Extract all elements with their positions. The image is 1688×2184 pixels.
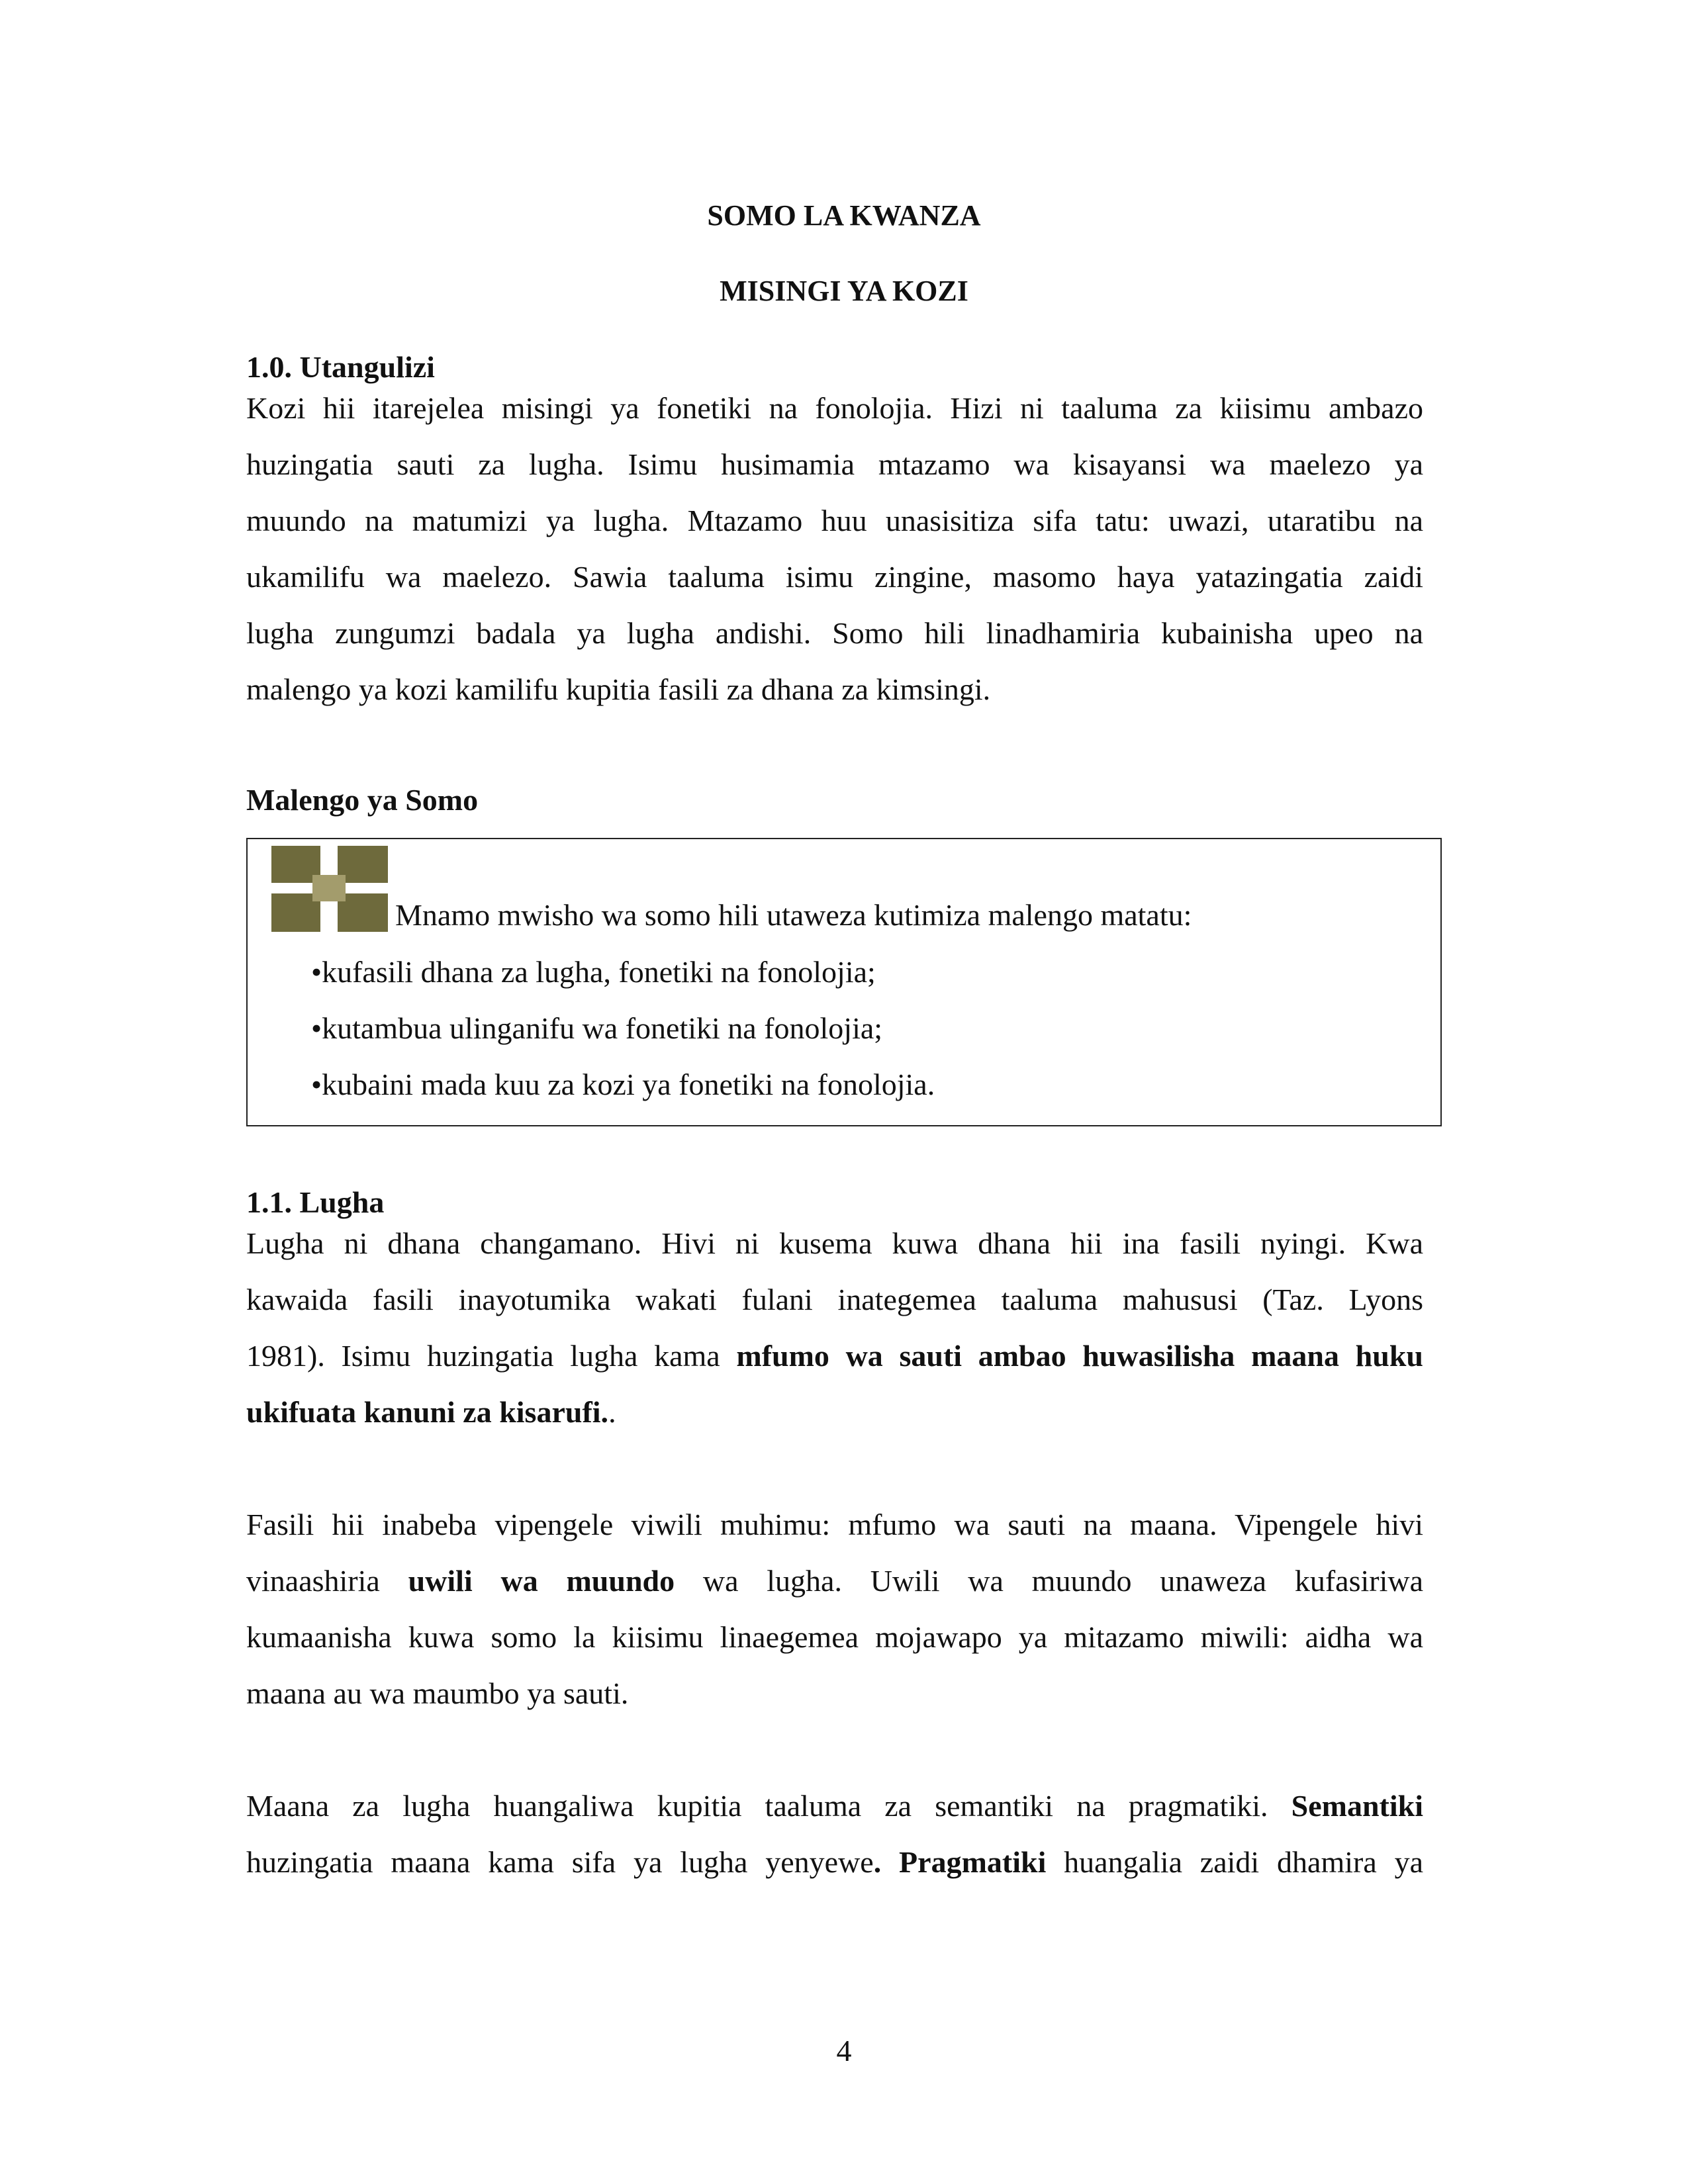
bold-term: . Pragmatiki [873,1845,1047,1879]
intro-line: ukamilifu wa maelezo. Sawia taaluma isimu zingine, masomo haya yatazingatia zaidi [246,560,1423,594]
page-subtitle: MISINGI YA KOZI [720,275,968,307]
intro-heading: 1.0. Utangulizi [246,350,435,384]
objectives-intro: Mnamo mwisho wa somo hili utaweza kutimiza malengo matatu: [395,898,1192,932]
intro-line: Kozi hii itarejelea misingi ya fonetiki na fonolojia. Hizi ni taaluma za kiisimu ambazo [246,391,1423,425]
paragraph-line: Lugha ni dhana changamano. Hivi ni kusema kuwa dhana hii ina fasili nyingi. Kwa [246,1226,1423,1260]
intro-line: muundo na matumizi ya lugha. Mtazamo huu unasisitiza sifa tatu: uwazi, utaratibu na [246,504,1423,537]
bold-definition: ukifuata kanuni za kisarufi. [246,1395,609,1429]
intro-line: huzingatia sauti za lugha. Isimu husimamia mtazamo wa kisayansi wa maelezo ya [246,447,1423,481]
plain-text: Maana za lugha huangaliwa kupitia taaluma za semantiki na pragmatiki. [246,1789,1291,1823]
intro-paragraph [246,380,1423,717]
bold-term: uwili wa muundo [408,1564,675,1598]
page-number: 4 [836,2034,852,2068]
plain-text: wa lugha. Uwili wa muundo unaweza kufasiriwa [675,1564,1424,1598]
intro-line: lugha zungumzi badala ya lugha andishi. Somo hili linadhamiria kubainisha upeo na [246,616,1423,650]
objective-item: •kutambua ulinganifu wa fonetiki na fonolojia; [311,1011,883,1045]
plain-text: huangalia zaidi dhamira ya [1046,1845,1423,1879]
plain-text: vinaashiria [246,1564,408,1598]
intro-line: malengo ya kozi kamilifu kupitia fasili za dhana za kimsingi. [246,672,991,706]
lugha-paragraph-3 [246,1778,1423,1890]
paragraph-line [246,1778,1423,1834]
paragraph-line: kawaida fasili inayotumika wakati fulani inategemea taaluma mahususi (Taz. Lyons [246,1283,1423,1316]
plain-text: . [608,1395,616,1429]
objective-item: •kufasili dhana za lugha, fonetiki na fonolojia; [311,955,876,989]
paragraph-line [246,1553,1423,1609]
paragraph-line [246,1384,1423,1440]
bold-definition: mfumo wa sauti ambao huwasilisha maana huku [736,1339,1423,1373]
page-title: SOMO LA KWANZA [707,199,981,232]
paragraph-line: Fasili hii inabeba vipengele viwili muhimu: mfumo wa sauti na maana. Vipengele hivi [246,1508,1423,1541]
objectives-icon [271,846,388,932]
plain-text: 1981). Isimu huzingatia lugha kama [246,1339,737,1373]
objectives-heading: Malengo ya Somo [246,783,479,817]
paragraph-line [246,1834,1423,1890]
paragraph-line [246,1328,1423,1384]
lugha-heading: 1.1. Lugha [246,1185,385,1219]
paragraph-line: maana au wa maumbo ya sauti. [246,1676,629,1710]
plain-text: huzingatia maana kama sifa ya lugha yenyewe [246,1845,874,1879]
objective-item: •kubaini mada kuu za kozi ya fonetiki na fonolojia. [311,1068,935,1101]
lugha-paragraph-2 [246,1496,1423,1721]
paragraph-line: kumaanisha kuwa somo la kiisimu linaegemea mojawapo ya mitazamo miwili: aidha wa [246,1620,1423,1654]
bold-term: Semantiki [1291,1789,1423,1823]
lugha-paragraph-1 [246,1215,1423,1440]
